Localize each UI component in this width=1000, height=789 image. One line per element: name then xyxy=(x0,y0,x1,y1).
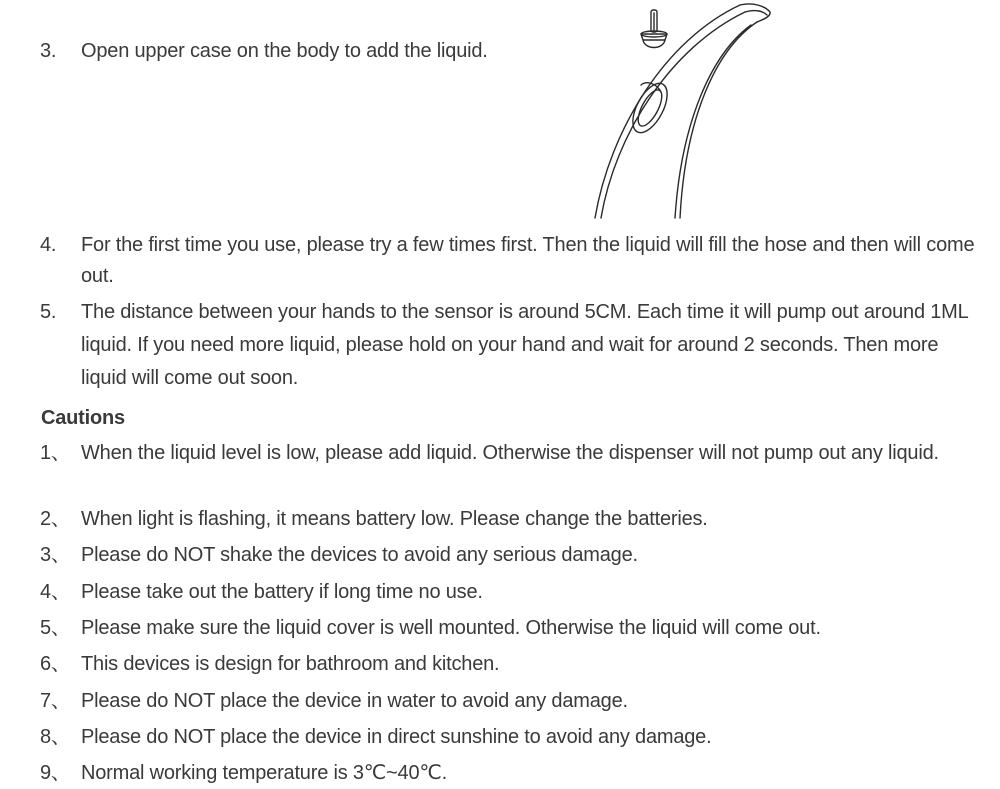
caution-number: 1、 xyxy=(40,442,71,464)
caution-number: 3、 xyxy=(40,544,71,566)
caution-text: This devices is design for bathroom and kitchen. xyxy=(81,653,500,675)
caution-text: When the liquid level is low, please add liquid. Otherwise the dispenser will not pump out any liquid. xyxy=(81,442,939,464)
caution-number: 9、 xyxy=(40,762,71,784)
dispenser-upper-case-illustration xyxy=(585,0,785,225)
caution-text: Please do NOT place the device in water to avoid any damage. xyxy=(81,690,628,712)
caution-number: 6、 xyxy=(40,653,71,675)
caution-text: Normal working temperature is 3℃~40℃. xyxy=(81,762,447,784)
caution-text: Please do NOT shake the devices to avoid any serious damage. xyxy=(81,544,638,566)
caution-text: Please do NOT place the device in direct sunshine to avoid any damage. xyxy=(81,726,712,748)
caution-item xyxy=(40,577,975,608)
caution-text: Please take out the battery if long time no use. xyxy=(81,581,483,603)
step-item xyxy=(40,296,975,395)
caution-number: 4、 xyxy=(40,581,71,603)
caution-item xyxy=(40,722,975,753)
step-text: Open upper case on the body to add the liquid. xyxy=(81,40,488,62)
caution-number: 2、 xyxy=(40,508,71,530)
caution-number: 8、 xyxy=(40,726,71,748)
caution-item xyxy=(40,540,975,571)
caution-item xyxy=(40,649,975,680)
caution-number: 5、 xyxy=(40,617,71,639)
caution-number: 7、 xyxy=(40,690,71,712)
caution-text: Please make sure the liquid cover is well mounted. Otherwise the liquid will come out. xyxy=(81,617,821,639)
step-text: The distance between your hands to the sensor is around 5CM. Each time it will pump out around 1ML liquid. If you need more liquid, please hold on your hand and wait for around 2 seconds. Then more liquid will come out soon. xyxy=(81,301,968,389)
step-item xyxy=(40,230,975,292)
caution-item xyxy=(40,438,975,469)
cautions-heading: Cautions xyxy=(41,407,125,429)
caution-item xyxy=(40,758,975,789)
step-item xyxy=(40,36,975,67)
step-text: For the first time you use, please try a few times first. Then the liquid will fill the hose and then will come out. xyxy=(81,234,975,287)
step-number: 4. xyxy=(40,234,57,256)
step-number: 3. xyxy=(40,40,57,62)
caution-item xyxy=(40,613,975,644)
caution-item xyxy=(40,686,975,717)
caution-text: When light is flashing, it means battery low. Please change the batteries. xyxy=(81,508,708,530)
caution-item xyxy=(40,504,975,535)
step-number: 5. xyxy=(40,301,57,323)
